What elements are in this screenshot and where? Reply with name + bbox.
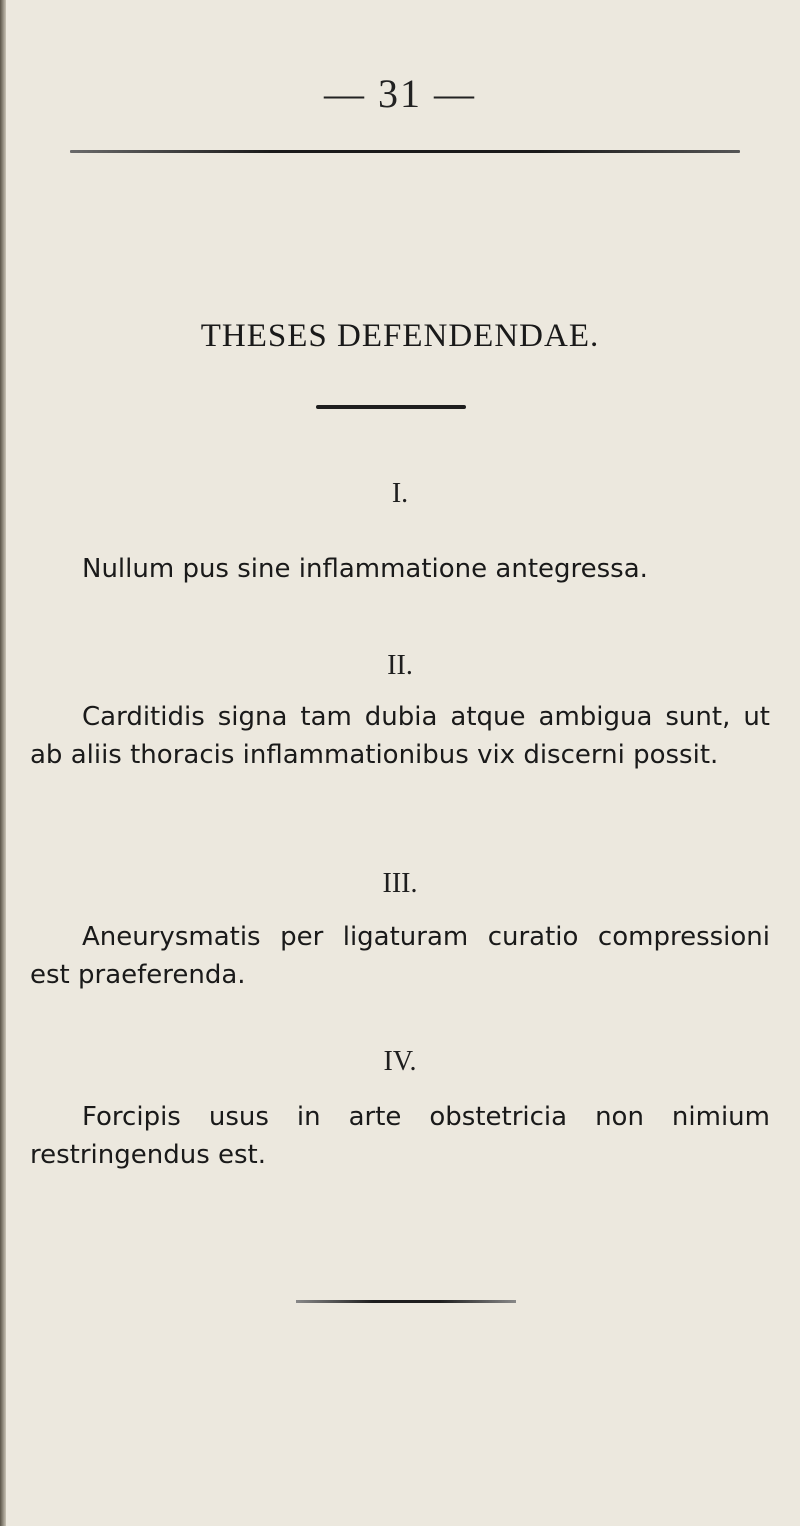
page-edge-shadow [0, 0, 6, 1526]
thesis-item-4 [30, 1098, 770, 1174]
header-rule [70, 150, 740, 153]
title-rule [316, 405, 466, 409]
thesis-text-4: Forcipis usus in arte obstetricia non nimium restringendus est. [30, 1102, 770, 1170]
thesis-numeral-2: II. [387, 650, 413, 681]
thesis-numeral-1: I. [391, 478, 409, 509]
page-number: — 31 — [324, 71, 476, 116]
thesis-text-3: Aneurysmatis per ligaturam curatio compressioni est praeferenda. [30, 922, 770, 990]
thesis-item-2 [30, 698, 770, 774]
thesis-item-3 [30, 918, 770, 994]
thesis-text-2: Carditidis signa tam dubia atque ambigua sunt, ut ab aliis thoracis inflammationibus vix discerni possit. [30, 702, 770, 770]
thesis-item-1 [30, 550, 770, 588]
thesis-text-1: Nullum pus sine inflammatione antegressa. [82, 554, 648, 584]
thesis-numeral-3: III. [382, 868, 418, 899]
document-title: THESES DEFENDENDAE. [200, 318, 600, 354]
thesis-numeral-4: IV. [383, 1046, 417, 1077]
footer-rule [296, 1300, 516, 1303]
